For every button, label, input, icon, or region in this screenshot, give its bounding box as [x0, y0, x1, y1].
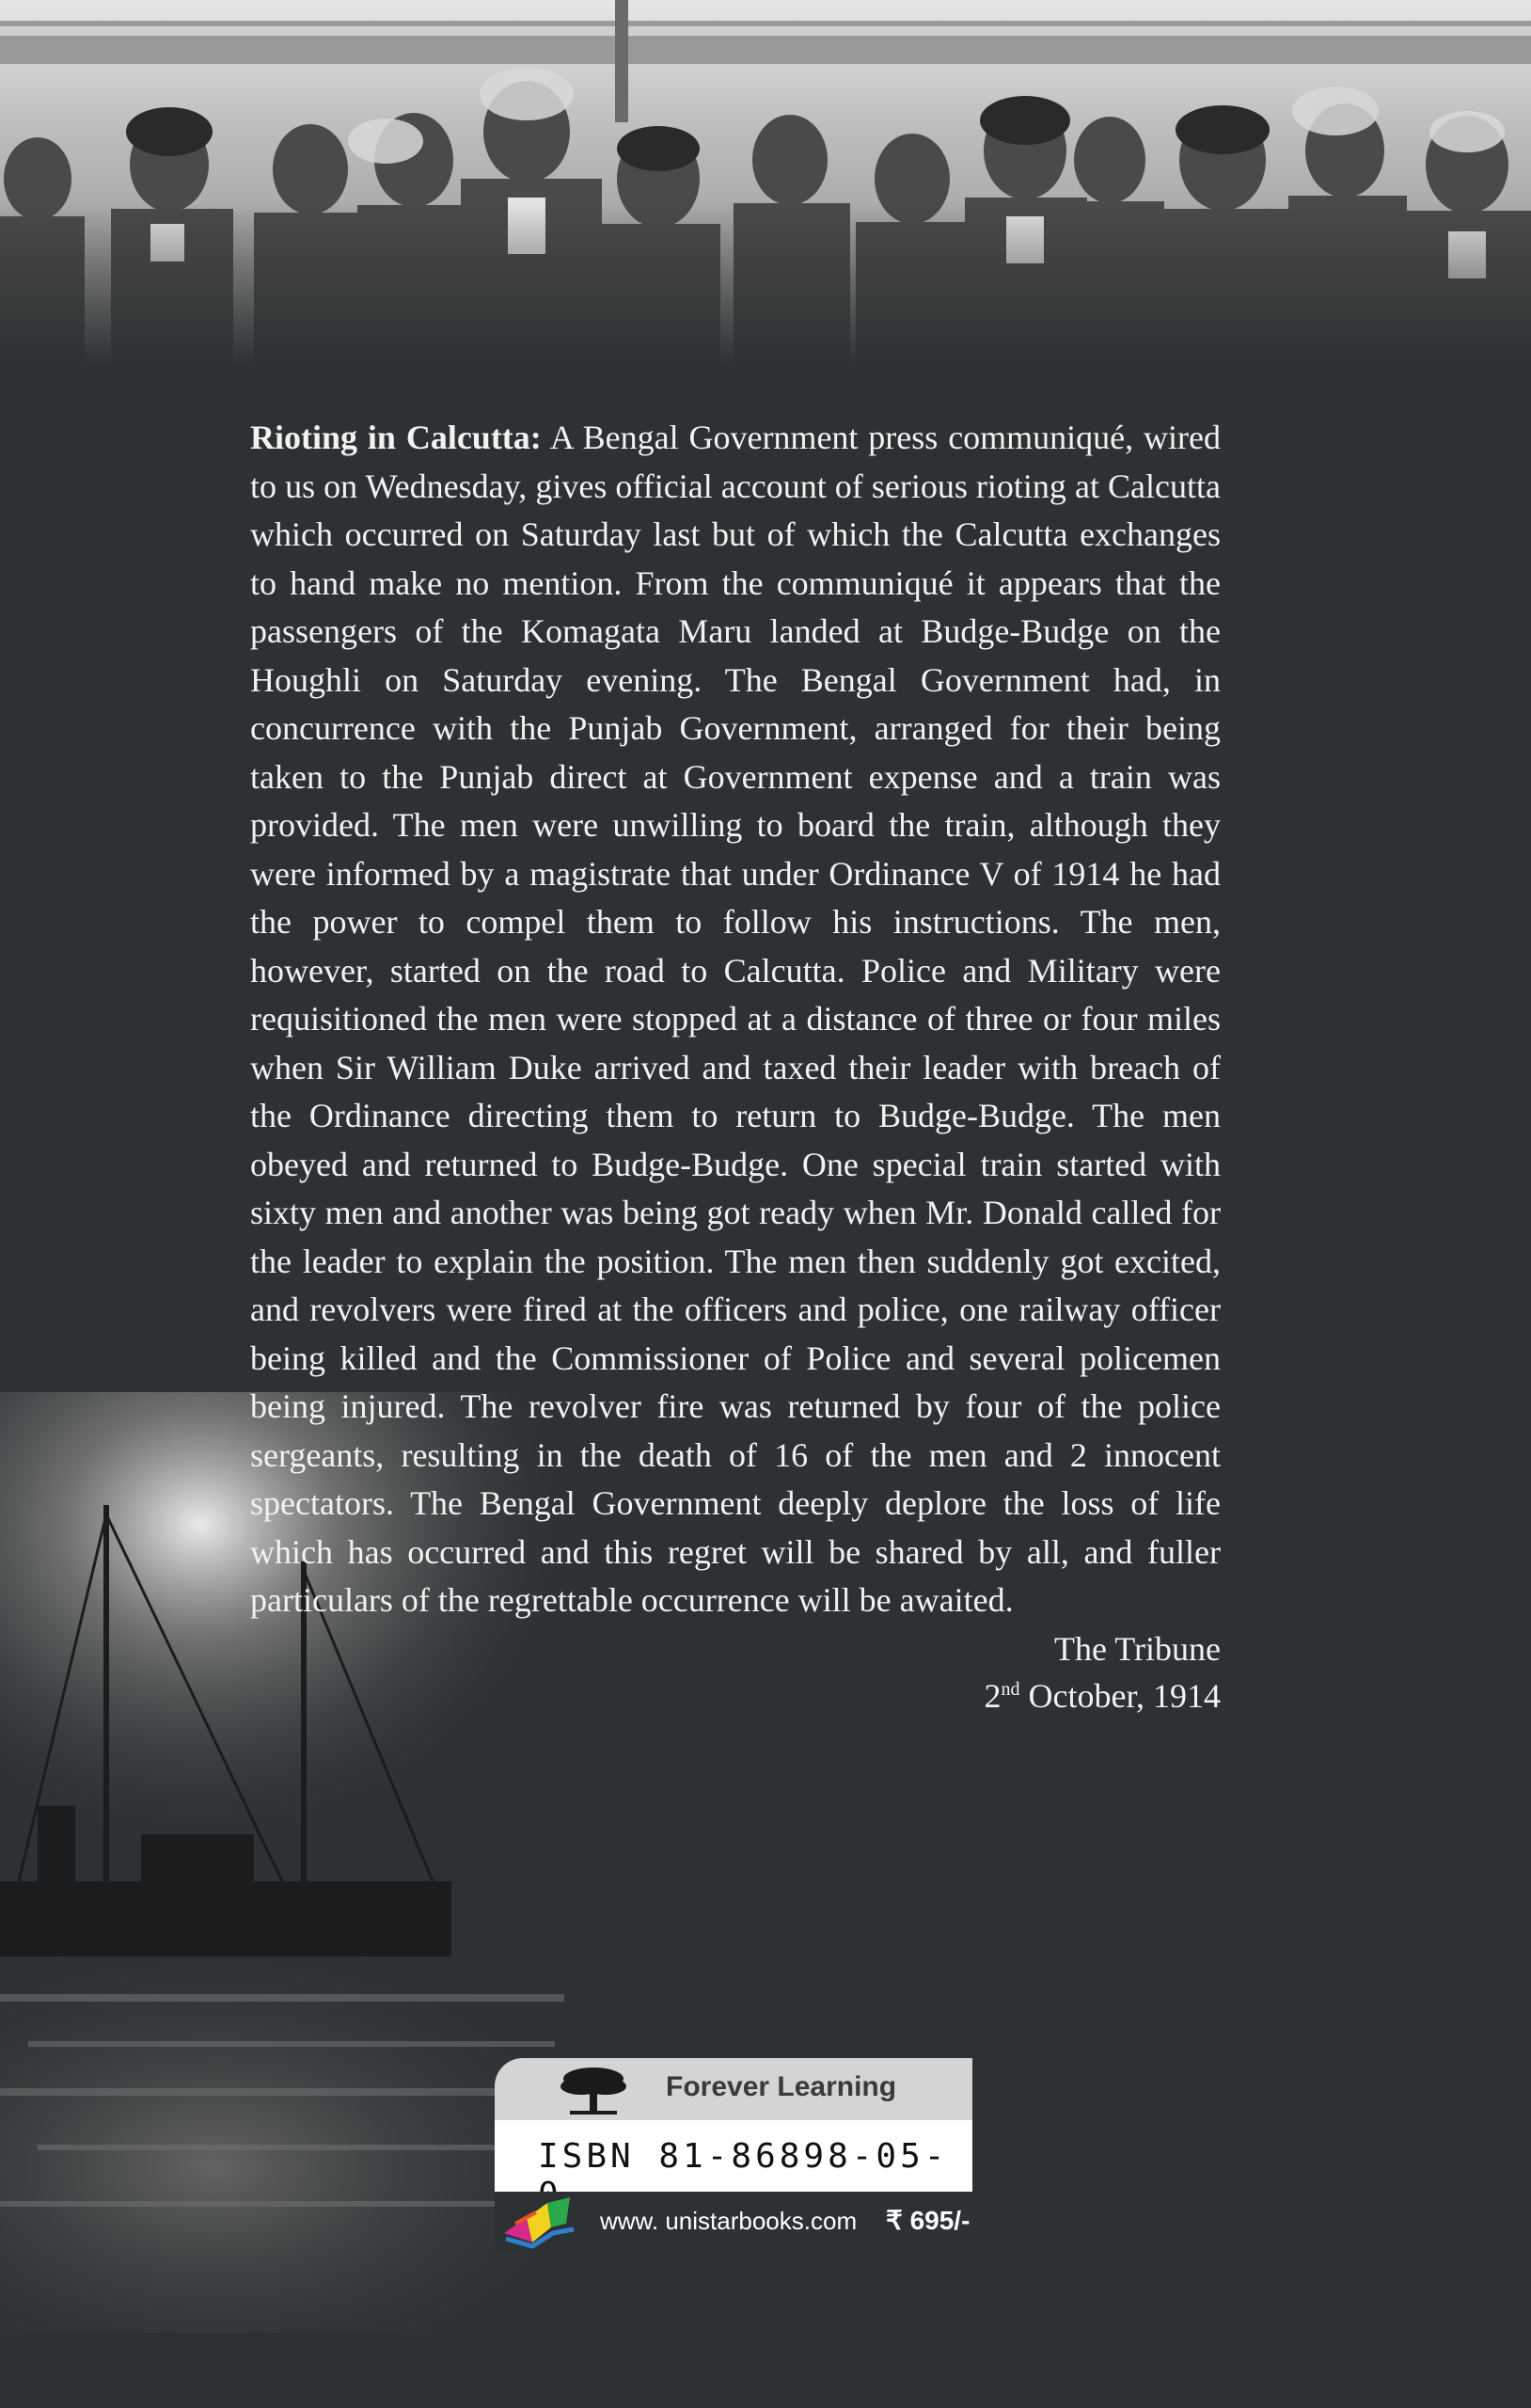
date-suffix: nd [1001, 1678, 1020, 1700]
group-photo [0, 0, 1531, 367]
date-day: 2 [984, 1676, 1002, 1715]
price: ₹ 695/- [886, 2206, 971, 2235]
book-logo-icon [498, 2195, 579, 2250]
source-name: The Tribune [1053, 1629, 1221, 1668]
tagline-bar [495, 2058, 972, 2120]
publisher-bar [495, 2192, 972, 2252]
isbn-number: ISBN 81-86898-05- [538, 2137, 949, 2176]
isbn-box [495, 2058, 972, 2252]
tree-icon [553, 2064, 634, 2116]
date-rest: October, 1914 [1019, 1676, 1221, 1715]
article-headline: Rioting in Calcutta: [250, 419, 542, 456]
tagline: Forever Learning [666, 2071, 897, 2102]
article-body [250, 414, 1221, 1625]
source-date [250, 1672, 1221, 1719]
article-text: A Bengal Government press communiqué, wired to us on Wednesday, gives official account of serious rioting at Calcutta which occurred on Saturday last but of which the Calcutta exchanges to hand make no mention. From the communiqué it appears that the passengers of the Komagata Maru landed at Budge-Budge on the Houghli on Saturday evening. The Bengal Government had, in concurrence with the Punjab Government, arranged for their being taken to the Punjab direct at Government expense and a train was provided. The men were unwilling to board the train, although they were informed by a magistrate that under Ordinance V of 1914 he had the power to compel them to follow his instructions. The men, however, started on the road to Calcutta. Police and Military were requisitioned the men were stopped at a distance of three or four miles when Sir William Duke arrived and taxed their leader with breach of the Ordinance directing them to return to Budge-Budge. The men obeyed and returned to Budge-Budge. One special train started with sixty men and another was being got ready when Mr. Donald called for the leader to explain the position. The men then suddenly got excited, and revolvers were fired at the officers and police, one railway officer being killed and the Commissioner of Police and several policemen being injured. The revolver fire was returned by four of the police sergeants, resulting in the death of 16 of the men and 2 innocent spectators. The Bengal Government deeply deplore the loss of life which has occurred and this regret will be shared by all, and fuller particulars of the regrettable occurrence will be awaited. [250, 419, 1222, 1619]
isbn-strip [495, 2120, 972, 2192]
article [250, 414, 1221, 1719]
website-link: www. unistarbooks.com [600, 2207, 858, 2235]
